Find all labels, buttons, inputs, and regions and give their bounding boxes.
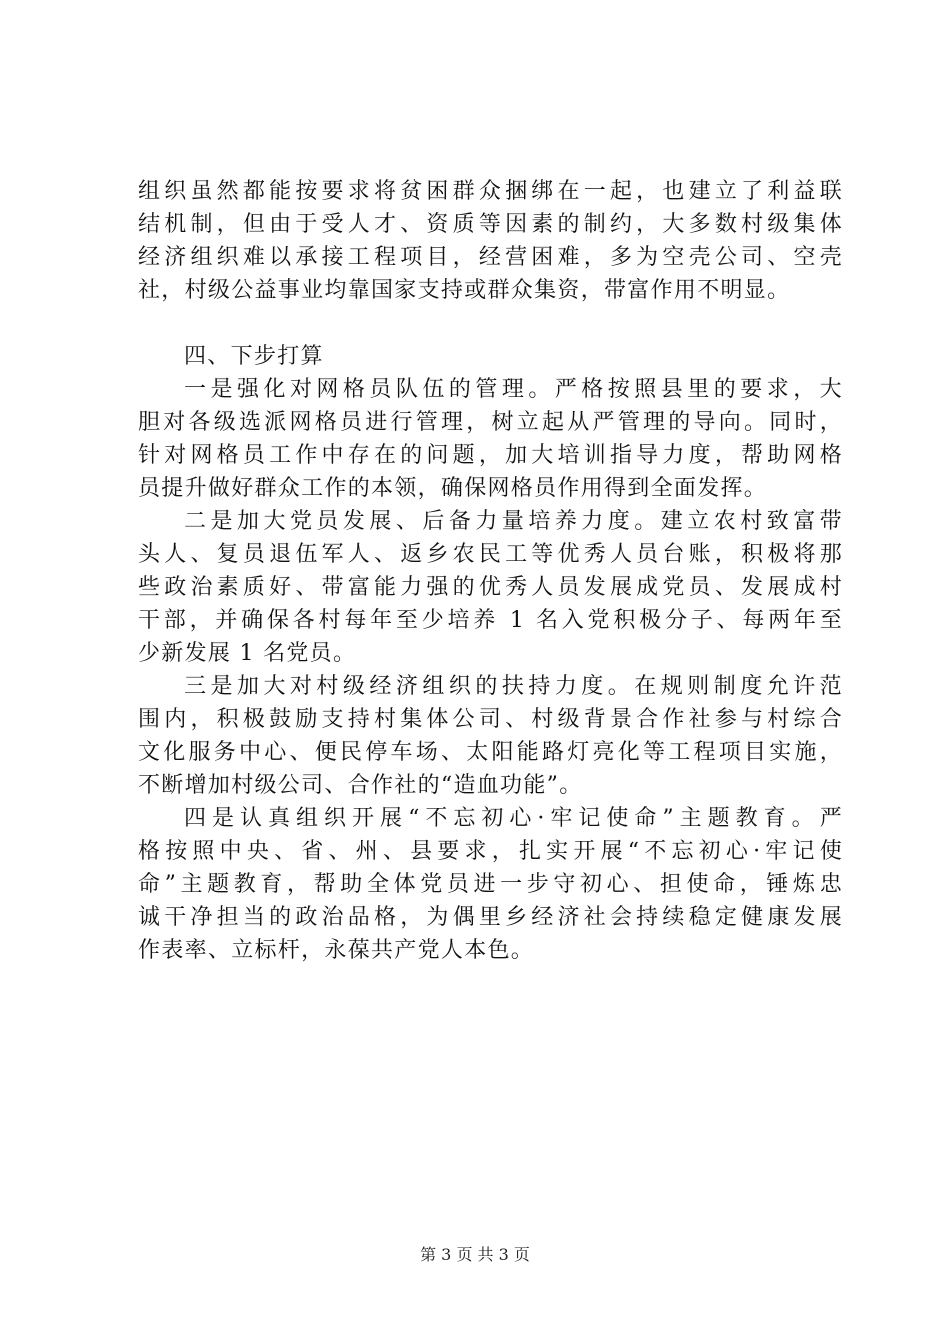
text-line: 不断增加村级公司、合作社的“造血功能”。 <box>138 773 583 798</box>
text-line: 二是加大党员发展、后备力量培养力度。建立农村致富带 <box>184 509 843 534</box>
text-line: 三是加大对村级经济组织的扶持力度。在规则制度允许范 <box>184 674 843 699</box>
text-line: 员提升做好群众工作的本领，确保网格员作用得到全面发挥。 <box>138 476 768 501</box>
paragraph-5 <box>138 802 843 967</box>
text-line: 文化服务中心、便民停车场、太阳能路灯亮化等工程项目实施， <box>138 740 843 765</box>
text-line: 些政治素质好、带富能力强的优秀人员发展成党员、发展成村 <box>138 575 843 600</box>
text-line: 结机制，但由于受人才、资质等因素的制约，大多数村级集体 <box>138 212 843 237</box>
document-body <box>138 175 843 967</box>
text-line: 组织虽然都能按要求将贫困群众捆绑在一起，也建立了利益联 <box>138 179 843 204</box>
text-line: 经济组织难以承接工程项目，经营困难，多为空壳公司、空壳 <box>138 245 843 270</box>
paragraph-4 <box>138 670 843 802</box>
text-line: 命”主题教育，帮助全体党员进一步守初心、担使命，锤炼忠 <box>138 872 843 897</box>
text-line: 胆对各级选派网格员进行管理，树立起从严管理的导向。同时， <box>138 410 843 435</box>
text-line: 诚干净担当的政治品格，为偶里乡经济社会持续稳定健康发展 <box>138 905 843 930</box>
text-line: 围内，积极鼓励支持村集体公司、村级背景合作社参与村综合 <box>138 707 843 732</box>
page-number: 第 3 页 共 3 页 <box>420 1245 530 1264</box>
section-heading: 四、下步打算 <box>184 344 324 369</box>
text-line: 四是认真组织开展“不忘初心·牢记使命”主题教育。严 <box>184 806 843 831</box>
text-line: 少新发展 1 名党员。 <box>138 641 357 666</box>
text-line: 头人、复员退伍军人、返乡农民工等优秀人员台账，积极将那 <box>138 542 843 567</box>
text-line: 社，村级公益事业均靠国家支持或群众集资，带富作用不明显。 <box>138 278 791 303</box>
paragraph-gap <box>138 307 843 340</box>
paragraph-2 <box>138 373 843 505</box>
paragraph-1 <box>138 175 843 307</box>
text-line: 格按照中央、省、州、县要求，扎实开展“不忘初心·牢记使 <box>138 839 843 864</box>
text-line: 干部，并确保各村每年至少培养 1 名入党积极分子、每两年至 <box>138 608 843 633</box>
text-line: 一是强化对网格员队伍的管理。严格按照县里的要求，大 <box>184 377 843 402</box>
text-line: 作表率、立标杆，永葆共产党人本色。 <box>138 938 535 963</box>
paragraph-3 <box>138 505 843 670</box>
text-line: 针对网格员工作中存在的问题，加大培训指导力度，帮助网格 <box>138 443 843 468</box>
